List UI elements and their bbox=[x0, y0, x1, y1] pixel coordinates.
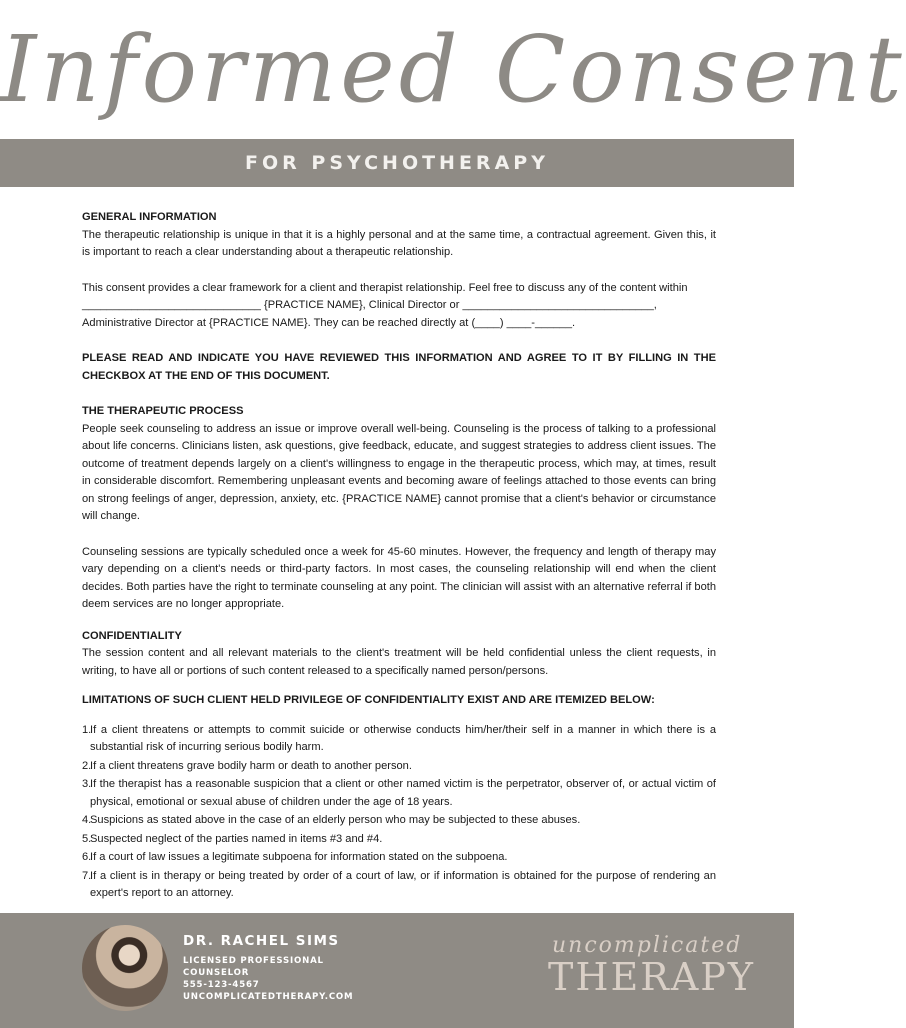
general-paragraph-2a: This consent provides a clear framework for a client and therapist relationship. Feel free to discuss any of the content within bbox=[82, 281, 688, 294]
process-paragraph-1: People seek counseling to address an issue or improve overall well-being. Counseling is the process of talking to a professional about life concerns. Clinicians listen, ask questions, give feedback, educate, and suggest strategies to address client issues. The outcome of treatment depends largely on a client's willingness to engage in the therapeutic process, which may, at times, result in considerable discomfort. Remembering unpleasant events and becoming aware of feelings attached to those events can bring on strong feelings of anger, depression, anxiety, etc. {PRACTICE NAME} cannot promise that a client's behavior or circumstance will change. bbox=[82, 422, 716, 522]
general-paragraph-1: The therapeutic relationship is unique in that it is a highly personal and at the same time, a contractual agreement. Given this, it is important to reach a clear understanding about a therapeutic relationship. bbox=[82, 228, 716, 258]
provider-website: UNCOMPLICATEDTHERAPY.COM bbox=[183, 992, 354, 1002]
general-paragraph-2c: Administrative Director at {PRACTICE NAME}. They can be reached directly at (____) ____-______. bbox=[82, 316, 576, 329]
list-item: 4. Suspicions as stated above in the case of an elderly person who may be subjected to these abuses. bbox=[82, 814, 581, 826]
practice-logo bbox=[548, 933, 755, 1013]
limitations-list bbox=[82, 722, 716, 903]
provider-name: DR. RACHEL SIMS bbox=[183, 933, 340, 949]
footer bbox=[0, 913, 794, 1028]
limitations-heading: LIMITATIONS OF SUCH CLIENT HELD PRIVILEGE OF CONFIDENTIALITY EXIST AND ARE ITEMIZED BELOW: bbox=[82, 694, 655, 706]
list-item: 5. Suspected neglect of the parties named in items #3 and #4. bbox=[82, 832, 383, 845]
avatar bbox=[82, 925, 168, 1011]
general-heading: GENERAL INFORMATION bbox=[82, 211, 217, 223]
process-paragraph-2: Counseling sessions are typically scheduled once a week for 45-60 minutes. However, the frequency and length of therapy may vary depending on a client's needs or third-party factors. In most cases, the counseling relationship will end when the client decides. Both parties have the right to terminate counseling at any point. The clinician will assist with an alternative referral if both deem services are no longer appropriate. bbox=[82, 545, 716, 610]
list-item: 6. If a court of law issues a legitimate subpoena for information stated on the subpoena. bbox=[82, 851, 508, 863]
general-paragraph-2b: _____________________________ {PRACTICE NAME}, Clinical Director or _______________________________, bbox=[82, 299, 657, 311]
logo-script-text: uncomplicated bbox=[552, 933, 743, 958]
list-item: 1. If a client threatens or attempts to commit suicide or otherwise conducts him/her/their self in a manner in which there is a substantial risk of incurring serious bodily harm. bbox=[82, 723, 716, 753]
list-item: 2. If a client threatens grave bodily harm or death to another person. bbox=[82, 759, 412, 772]
subtitle-banner bbox=[0, 139, 794, 187]
confidentiality-paragraph: The session content and all relevant materials to the client's treatment will be held confidential unless the client requests, in writing, to have all or portions of such content released to a specifically named person/persons. bbox=[82, 647, 716, 677]
list-item: 3. If the therapist has a reasonable suspicion that a client or other named victim is the perpetrator, observer of, or actual victim of physical, emotional or sexual abuse of children under the age of 18 years. bbox=[82, 778, 716, 808]
provider-title-2: COUNSELOR bbox=[183, 968, 250, 978]
confidentiality-heading: CONFIDENTIALITY bbox=[82, 629, 182, 642]
page-title: Informed Consent bbox=[0, 16, 906, 123]
document-header bbox=[0, 0, 906, 139]
page-subtitle: FOR PSYCHOTHERAPY bbox=[245, 152, 549, 174]
provider-title-1: LICENSED PROFESSIONAL bbox=[183, 956, 324, 966]
process-heading: THE THERAPEUTIC PROCESS bbox=[82, 405, 244, 417]
document-body bbox=[82, 209, 716, 904]
provider-phone: 555-123-4567 bbox=[183, 980, 260, 990]
review-notice: PLEASE READ AND INDICATE YOU HAVE REVIEWED THIS INFORMATION AND AGREE TO IT BY FILLING IN THE CHECKBOX AT THE END OF THIS DOCUMENT. bbox=[82, 352, 716, 382]
list-item: 7. If a client is in therapy or being treated by order of a court of law, or if information is obtained for the purpose of rendering an expert's report to an attorney. bbox=[82, 869, 716, 899]
contact-info bbox=[183, 933, 353, 1003]
logo-main-text: THERAPY bbox=[548, 955, 755, 999]
